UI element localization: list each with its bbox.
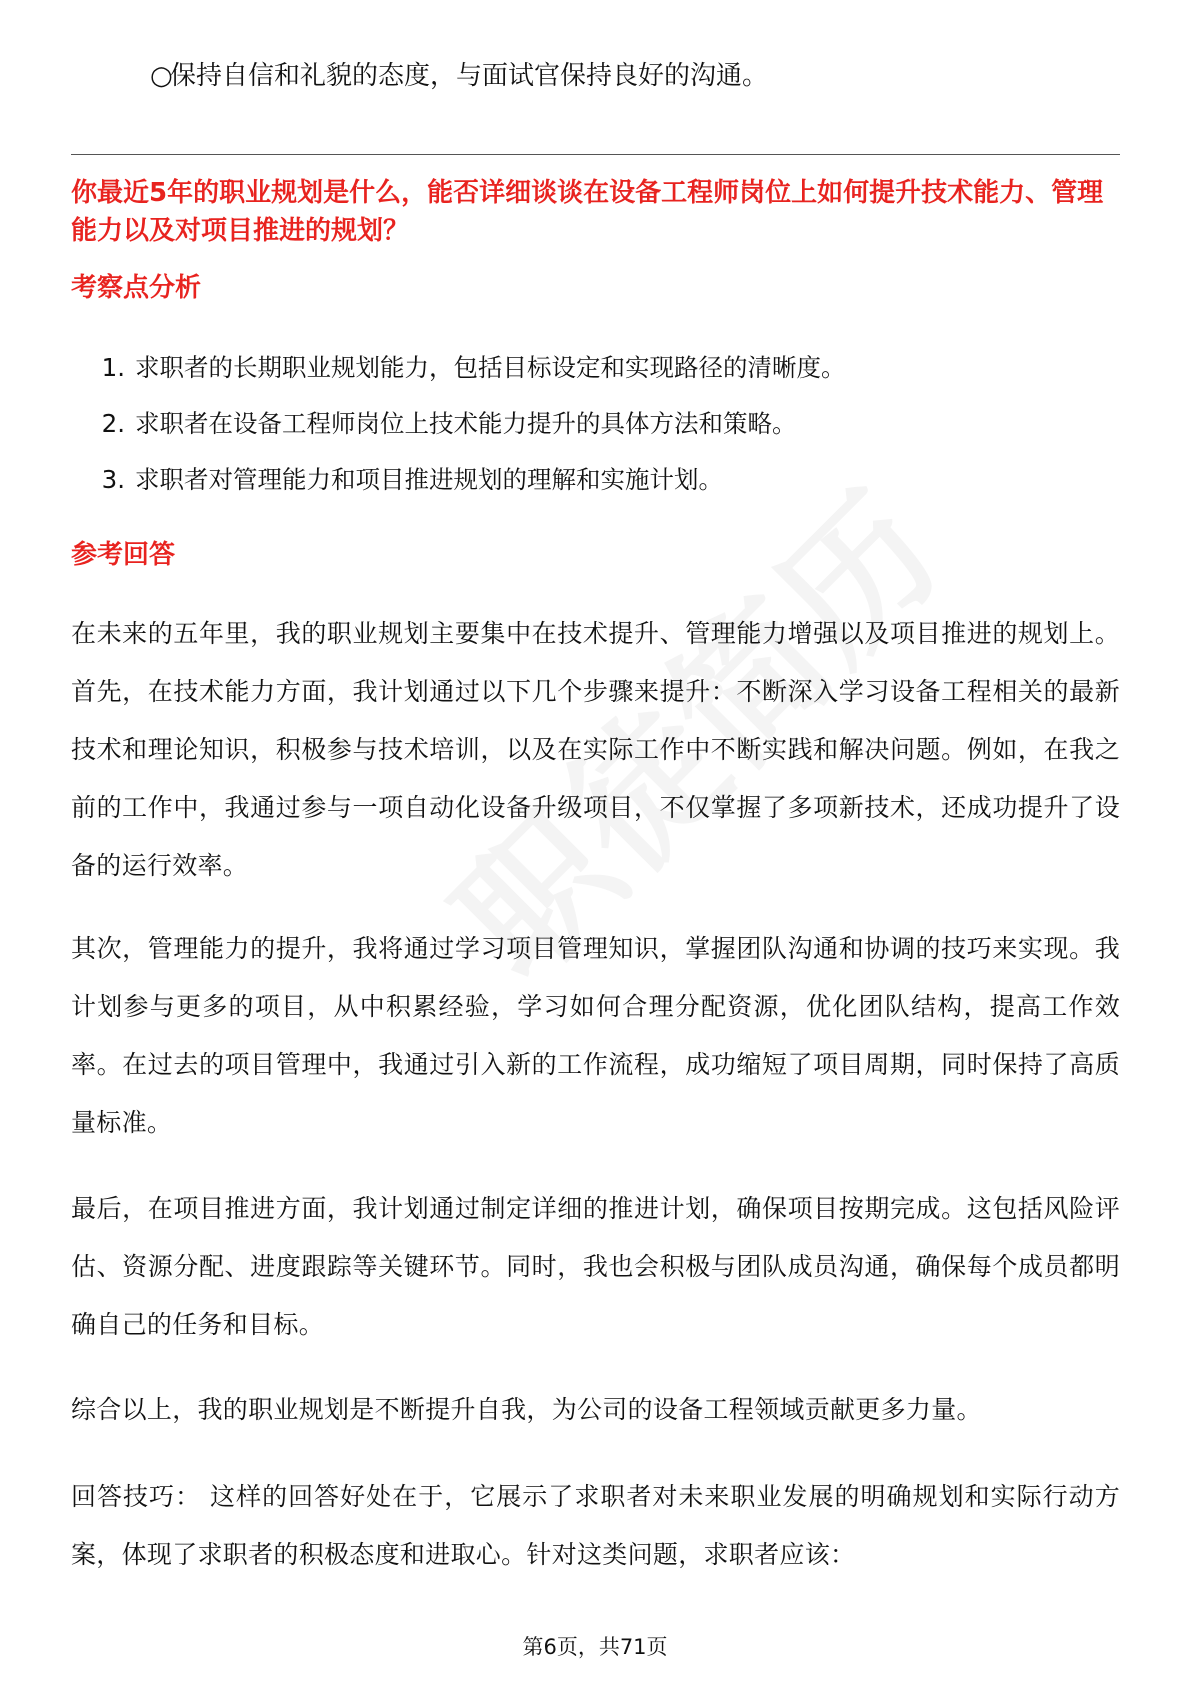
list-item-text: 求职者对管理能力和项目推进规划的理解和实施计划。 bbox=[135, 465, 723, 494]
list-item-number: 2. bbox=[101, 409, 125, 438]
section-divider bbox=[71, 154, 1120, 155]
list-item bbox=[71, 452, 1120, 508]
list-item-text: 求职者在设备工程师岗位上技术能力提升的具体方法和策略。 bbox=[135, 409, 797, 438]
list-item-number: 3. bbox=[101, 465, 125, 494]
tip-bullet-text: 保持自信和礼貌的态度，与面试官保持良好的沟通。 bbox=[170, 61, 769, 91]
answer-heading: 参考回答 bbox=[71, 540, 176, 570]
list-item-number: 1. bbox=[101, 353, 125, 382]
tip-bullet-item bbox=[150, 52, 768, 100]
answer-tips-paragraph: 回答技巧： 这样的回答好处在于，它展示了求职者对未来职业发展的明确规划和实际行动方案，体现了求职者的积极态度和进取心。针对这类问题，求职者应该： bbox=[71, 1482, 1120, 1569]
list-item-text: 求职者的长期职业规划能力，包括目标设定和实现路径的清晰度。 bbox=[135, 353, 846, 382]
page-number: 第6页，共71页 bbox=[522, 1635, 668, 1659]
answer-paragraph: 在未来的五年里，我的职业规划主要集中在技术提升、管理能力增强以及项目推进的规划上。首先，在技术能力方面，我计划通过以下几个步骤来提升：不断深入学习设备工程相关的最新技术和理论知识，积极参与技术培训，以及在实际工作中不断实践和解决问题。例如，在我之前的工作中，我通过参与一项自动化设备升级项目，不仅掌握了多项新技术，还成功提升了设备的运行效率。 bbox=[71, 619, 1120, 880]
list-item bbox=[71, 340, 1120, 396]
answer-paragraph: 最后，在项目推进方面，我计划通过制定详细的推进计划，确保项目按期完成。这包括风险评估、资源分配、进度跟踪等关键环节。同时，我也会积极与团队成员沟通，确保每个成员都明确自己的任务和目标。 bbox=[71, 1194, 1120, 1339]
analysis-points-list bbox=[71, 340, 1120, 508]
answer-paragraph: 其次，管理能力的提升，我将通过学习项目管理知识，掌握团队沟通和协调的技巧来实现。我计划参与更多的项目，从中积累经验，学习如何合理分配资源，优化团队结构，提高工作效率。在过去的项目管理中，我通过引入新的工作流程，成功缩短了项目周期，同时保持了高质量标准。 bbox=[71, 934, 1120, 1137]
analysis-heading: 考察点分析 bbox=[71, 273, 202, 303]
answer-paragraph: 综合以上，我的职业规划是不断提升自我，为公司的设备工程领域贡献更多力量。 bbox=[71, 1395, 982, 1424]
hollow-bullet-icon: ○ bbox=[150, 61, 173, 91]
list-item bbox=[71, 396, 1120, 452]
question-heading: 你最近5年的职业规划是什么，能否详细谈谈在设备工程师岗位上如何提升技术能力、管理能力以及对项目推进的规划？ bbox=[71, 178, 1104, 246]
